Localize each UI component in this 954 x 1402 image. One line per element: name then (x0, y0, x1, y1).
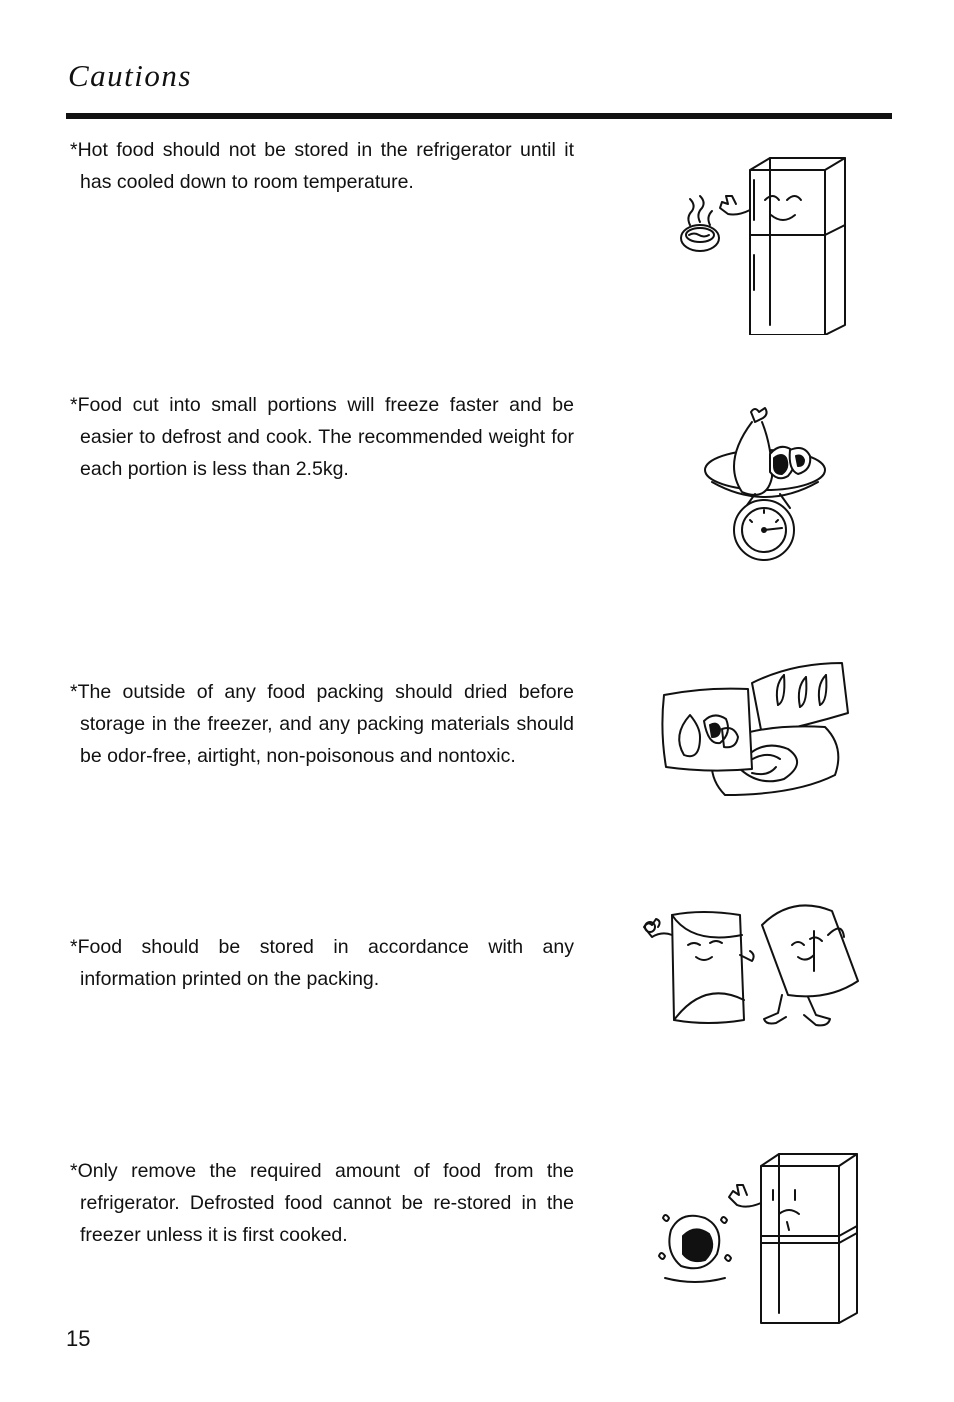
caution-text-5: *Only remove the required amount of food from the refrigerator. Defrosted food cannot be re-stored in the freezer unless it is first cooked. (70, 1160, 574, 1246)
sad-fridge-with-thawed-meat-icon (655, 1148, 865, 1328)
packed-food-bags-icon (660, 655, 855, 800)
caution-item-3 (70, 676, 574, 772)
page-title: Cautions (68, 58, 192, 93)
caution-text-4: *Food should be stored in accordance with any information printed on the packing. (70, 936, 574, 990)
caution-text-2: *Food cut into small portions will freeze faster and be easier to defrost and cook. The recommended weight for each portion is less than 2.5kg. (70, 394, 574, 480)
page-number: 15 (66, 1326, 91, 1351)
caution-text-3: *The outside of any food packing should dried before storage in the freezer, and any packing materials should be odor-free, airtight, non-poisonous and nontoxic. (70, 681, 574, 767)
food-on-scale-icon (700, 402, 830, 564)
caution-item-2 (70, 389, 574, 485)
caution-item-4 (70, 931, 574, 995)
title-divider (66, 113, 892, 119)
food-packages-characters-icon (632, 895, 862, 1027)
caution-text-1: *Hot food should not be stored in the refrigerator until it has cooled down to room temperature. (70, 139, 574, 193)
caution-item-5 (70, 1155, 574, 1251)
caution-item-1 (70, 134, 574, 198)
fridge-with-hot-bowl-icon (675, 150, 855, 335)
